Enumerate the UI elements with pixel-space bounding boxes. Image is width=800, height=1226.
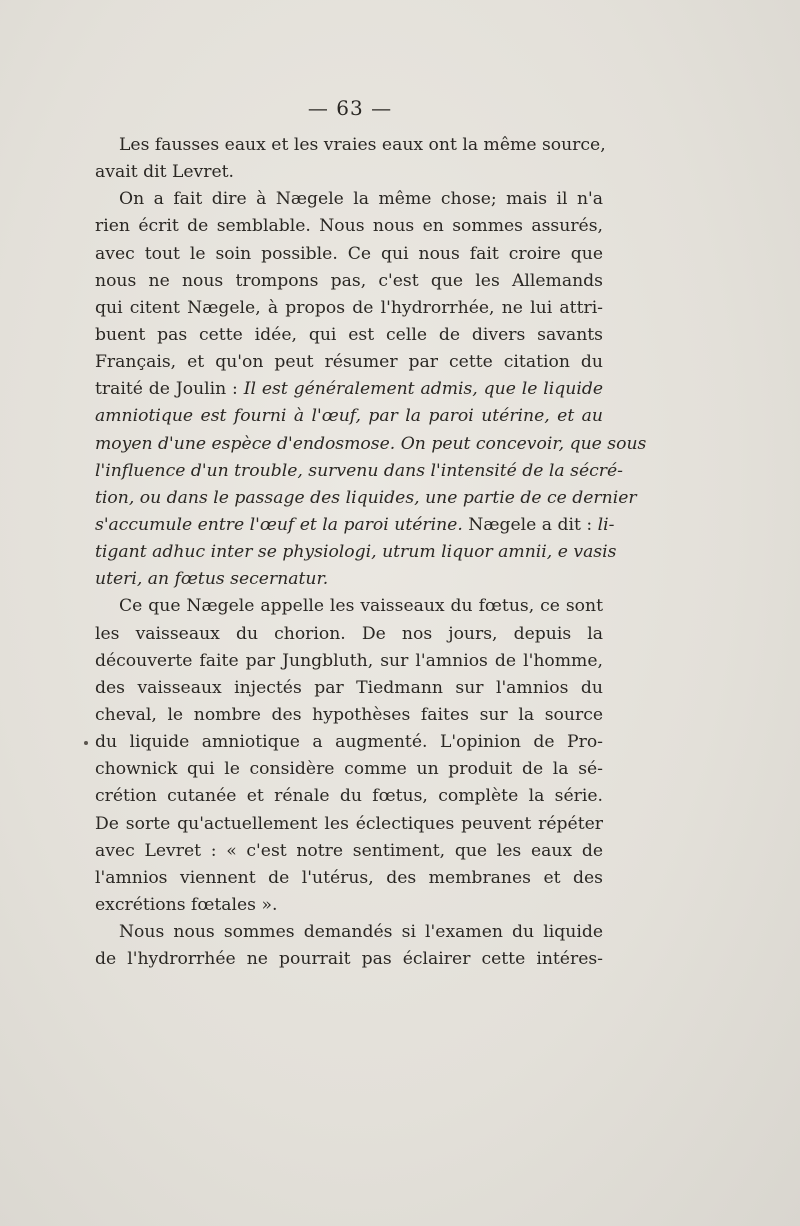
text-run: des vaisseaux injectés par Tiedmann sur l'amnios du <box>95 677 603 698</box>
text-line <box>95 811 603 838</box>
text-line <box>95 593 603 620</box>
text-run: qui citent Nægele, à propos de l'hydrorrhée, ne lui attri- <box>95 297 603 318</box>
italic-run: moyen d'une espèce d'endosmose. On peut concevoir, que sous <box>95 433 647 454</box>
italic-run: tigant adhuc inter se physiologi, utrum liquor amnii, e vasis <box>95 542 617 563</box>
text-line <box>95 403 603 430</box>
text-run: l'amnios viennent de l'utérus, des membranes et des <box>95 867 603 888</box>
text-run: avec tout le soin possible. Ce qui nous fait croire que <box>95 243 603 264</box>
text-run: Nous nous sommes demandés si l'examen du liquide <box>119 922 603 943</box>
text-run: découverte faite par Jungbluth, sur l'amnios de l'homme, <box>95 650 603 671</box>
text-run: buent pas cette idée, qui est celle de divers savants <box>95 324 603 345</box>
text-run: Ce que Nægele appelle les vaisseaux du fœtus, ce sont <box>119 596 603 617</box>
text-line <box>95 729 603 756</box>
text-run: Les fausses eaux et les vraies eaux ont la même source, <box>119 135 606 155</box>
italic-run: amniotique est fourni à l'œuf, par la paroi utérine, et au <box>95 406 603 427</box>
italic-run: tion, ou dans le passage des liquides, une partie de ce dernier <box>95 487 637 508</box>
text-run: De sorte qu'actuellement les éclectiques peuvent répéter <box>95 813 603 834</box>
text-line <box>95 376 603 403</box>
text-line <box>95 621 603 648</box>
text-run: nous ne nous trompons pas, c'est que les Allemands <box>95 270 603 291</box>
text-run: cheval, le nombre des hypothèses faites sur la source <box>95 704 603 725</box>
text-line <box>95 919 603 946</box>
text-line <box>95 838 603 865</box>
italic-run: li- <box>597 514 615 535</box>
text-line <box>95 186 603 213</box>
text-line <box>95 512 615 539</box>
text-line <box>95 241 603 268</box>
text-line <box>95 946 603 973</box>
text-run: du liquide amniotique a augmenté. L'opinion de Pro- <box>95 732 603 753</box>
text-line <box>95 783 603 810</box>
text-run: On a fait dire à Nægele la même chose; mais il n'a <box>119 189 603 210</box>
ink-speck <box>84 741 88 745</box>
text-line <box>95 213 603 240</box>
text-run: rien écrit de semblable. Nous nous en sommes assurés, <box>95 216 603 237</box>
text-run: les vaisseaux du chorion. De nos jours, depuis la <box>95 623 603 644</box>
text-line <box>95 159 603 186</box>
text-line <box>95 322 603 349</box>
text-line <box>95 648 603 675</box>
text-run: avait dit Levret. <box>95 162 234 183</box>
text-line <box>95 431 647 458</box>
text-line <box>95 268 603 295</box>
text-run: traité de Joulin : <box>95 379 244 400</box>
text-run: chownick qui le considère comme un produit de la sé- <box>95 759 603 780</box>
body-text <box>95 132 647 973</box>
page-number: — 63 — <box>307 96 393 120</box>
text-run: avec Levret : « c'est notre sentiment, que les eaux de <box>95 840 603 861</box>
italic-run: uteri, an fœtus secernatur. <box>95 569 329 590</box>
text-run: Nægele a dit : <box>462 514 598 535</box>
text-line <box>95 458 623 485</box>
text-line <box>95 295 603 322</box>
text-line <box>95 485 637 512</box>
italic-run: s'accumule entre l'œuf et la paroi utérine. <box>95 514 463 535</box>
text-run: crétion cutanée et rénale du fœtus, complète la série. <box>95 786 603 807</box>
text-line <box>95 539 617 566</box>
text-run: Français, et qu'on peut résumer par cette citation du <box>95 352 603 373</box>
text-line <box>95 566 603 593</box>
text-line <box>95 892 603 919</box>
text-line <box>95 349 603 376</box>
text-line <box>95 702 603 729</box>
italic-run: l'influence d'un trouble, survenu dans l'intensité de la sécré- <box>95 460 623 481</box>
italic-run: Il est généralement admis, que le liquide <box>243 379 603 400</box>
text-line <box>95 865 603 892</box>
text-line <box>95 756 603 783</box>
text-run: excrétions fœtales ». <box>95 894 278 915</box>
text-line <box>95 675 603 702</box>
text-run: de l'hydrorrhée ne pourrait pas éclairer cette intéres- <box>95 949 603 970</box>
text-line <box>95 132 606 159</box>
